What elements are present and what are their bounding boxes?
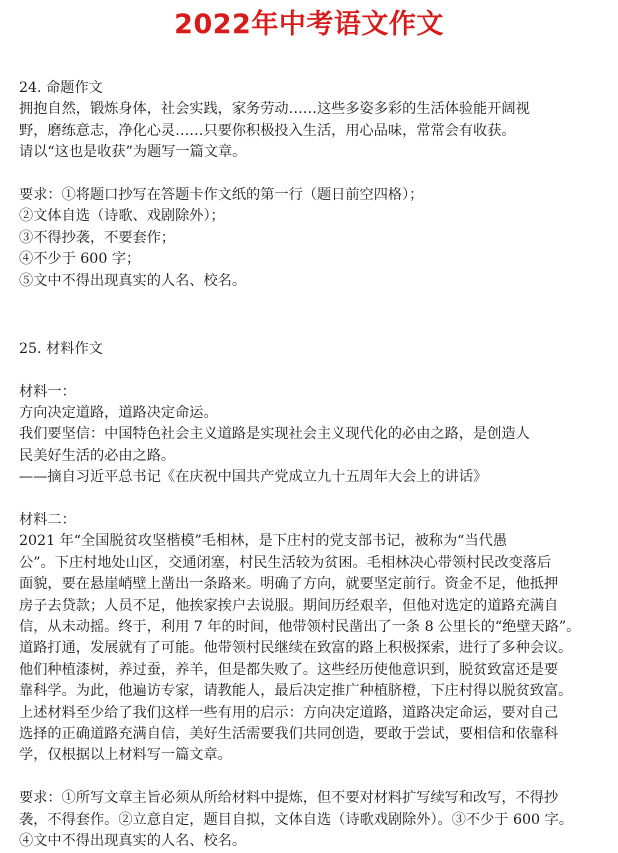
q24-requirement: ③不得抄袭，不要套作； <box>19 229 176 246</box>
q25-requirement: 袭，不得套作。②立意自定，题目自拟，文体自选（诗歌戏剧除外）。③不少于 600 字。 <box>19 811 573 828</box>
material2-line: 房子去贷款；人员不足，他挨家挨户去说服。期间历经艰辛，但他对选定的道路充满自 <box>19 597 559 614</box>
spacer <box>19 360 611 381</box>
q25-requirement: 要求：①所写文章主旨必须从所给材料中提炼，但不要对材料扩写续写和改写，不得抄 <box>19 790 559 807</box>
q24-requirement: 要求：①将题口抄写在答题卡作文纸的第一行（题日前空四格）； <box>19 186 424 203</box>
material2-line: 上述材料至少给了我们这样一些有用的启示：方向决定道路，道路决定命运，要对自己 <box>19 704 559 721</box>
document-title: 2022年中考语文作文 <box>174 9 444 40</box>
material2-line: 靠科学。为此，他遍访专家，请教能人，最后决定推广种植脐橙，下庄村得以脱贫致富。 <box>19 683 573 700</box>
material2-line: 选择的正确道路充满自信，美好生活需要我们共同创造，要敢于尝试，要相信和依靠科 <box>19 725 559 742</box>
spacer <box>19 489 611 510</box>
spacer <box>19 292 611 339</box>
q24-requirement: ④不少于 600 字； <box>19 251 141 268</box>
material2-line: 学，仅根据以上材料写一篇文章。 <box>19 747 232 764</box>
material2-line: 公”。下庄村地处山区，交通闭塞，村民生活较为贫困。毛相林决心带领村民改变落后 <box>19 554 552 571</box>
material1-line: 民美好生活的必由之路。 <box>19 447 176 464</box>
material1-source: ——摘自习近平总书记《在庆祝中国共产党成立九十五周年大会上的讲话》 <box>19 469 488 486</box>
material2-line: 他们种植漆树，养过蚕，养羊，但是都失败了。这些经历使他意识到，脱贫致富还是要 <box>19 661 559 678</box>
material1-line: 方向决定道路，道路决定命运。 <box>19 405 218 422</box>
material2-label: 材料二： <box>19 512 76 529</box>
q24-body-line: 请以“这也是收获”为题写一篇文章。 <box>19 144 247 161</box>
material2-line: 面貌，要在悬崖峭壁上凿出一条路来。明确了方向，就要坚定前行。资金不足，他抵押 <box>19 576 559 593</box>
q24-requirement: ⑤文中不得出现真实的人名、校名。 <box>19 272 247 289</box>
material2-line: 信，从未动摇。终于，利用 7 年的时间，他带领村民凿出了一条 8 公里长的“绝壁天路”。 <box>19 618 581 635</box>
q24-body-line: 野，磨练意志，净化心灵……只要你积极投入生活，用心品味，常常会有收获。 <box>19 122 516 139</box>
q24-body-line: 拥抱自然，锻炼身体，社会实践，家务劳动……这些多姿多彩的生活体验能开阔视 <box>19 101 530 118</box>
material1-line: 我们要坚信：中国特色社会主义道路是实现社会主义现代化的必由之路，是创造人 <box>19 426 530 443</box>
q24-requirement: ②文体自选（诗歌、戏剧除外）； <box>19 208 225 225</box>
spacer <box>19 164 611 185</box>
material2-line: 道路打通，发展就有了可能。他带领村民继续在致富的路上积极探索，进行了多种会议。 <box>19 640 573 657</box>
q25-heading: 25. 材料作文 <box>19 340 103 357</box>
material1-label: 材料一： <box>19 383 76 400</box>
material2-line: 2021 年“全国脱贫攻坚楷模”毛相林，是下庄村的党支部书记，被称为“当代愚 <box>19 533 508 550</box>
document-body <box>19 78 611 852</box>
q25-requirement: ④文中不得出现真实的人名、校名。 <box>19 832 247 849</box>
q24-heading: 24. 命题作文 <box>19 80 103 96</box>
spacer <box>19 767 611 788</box>
